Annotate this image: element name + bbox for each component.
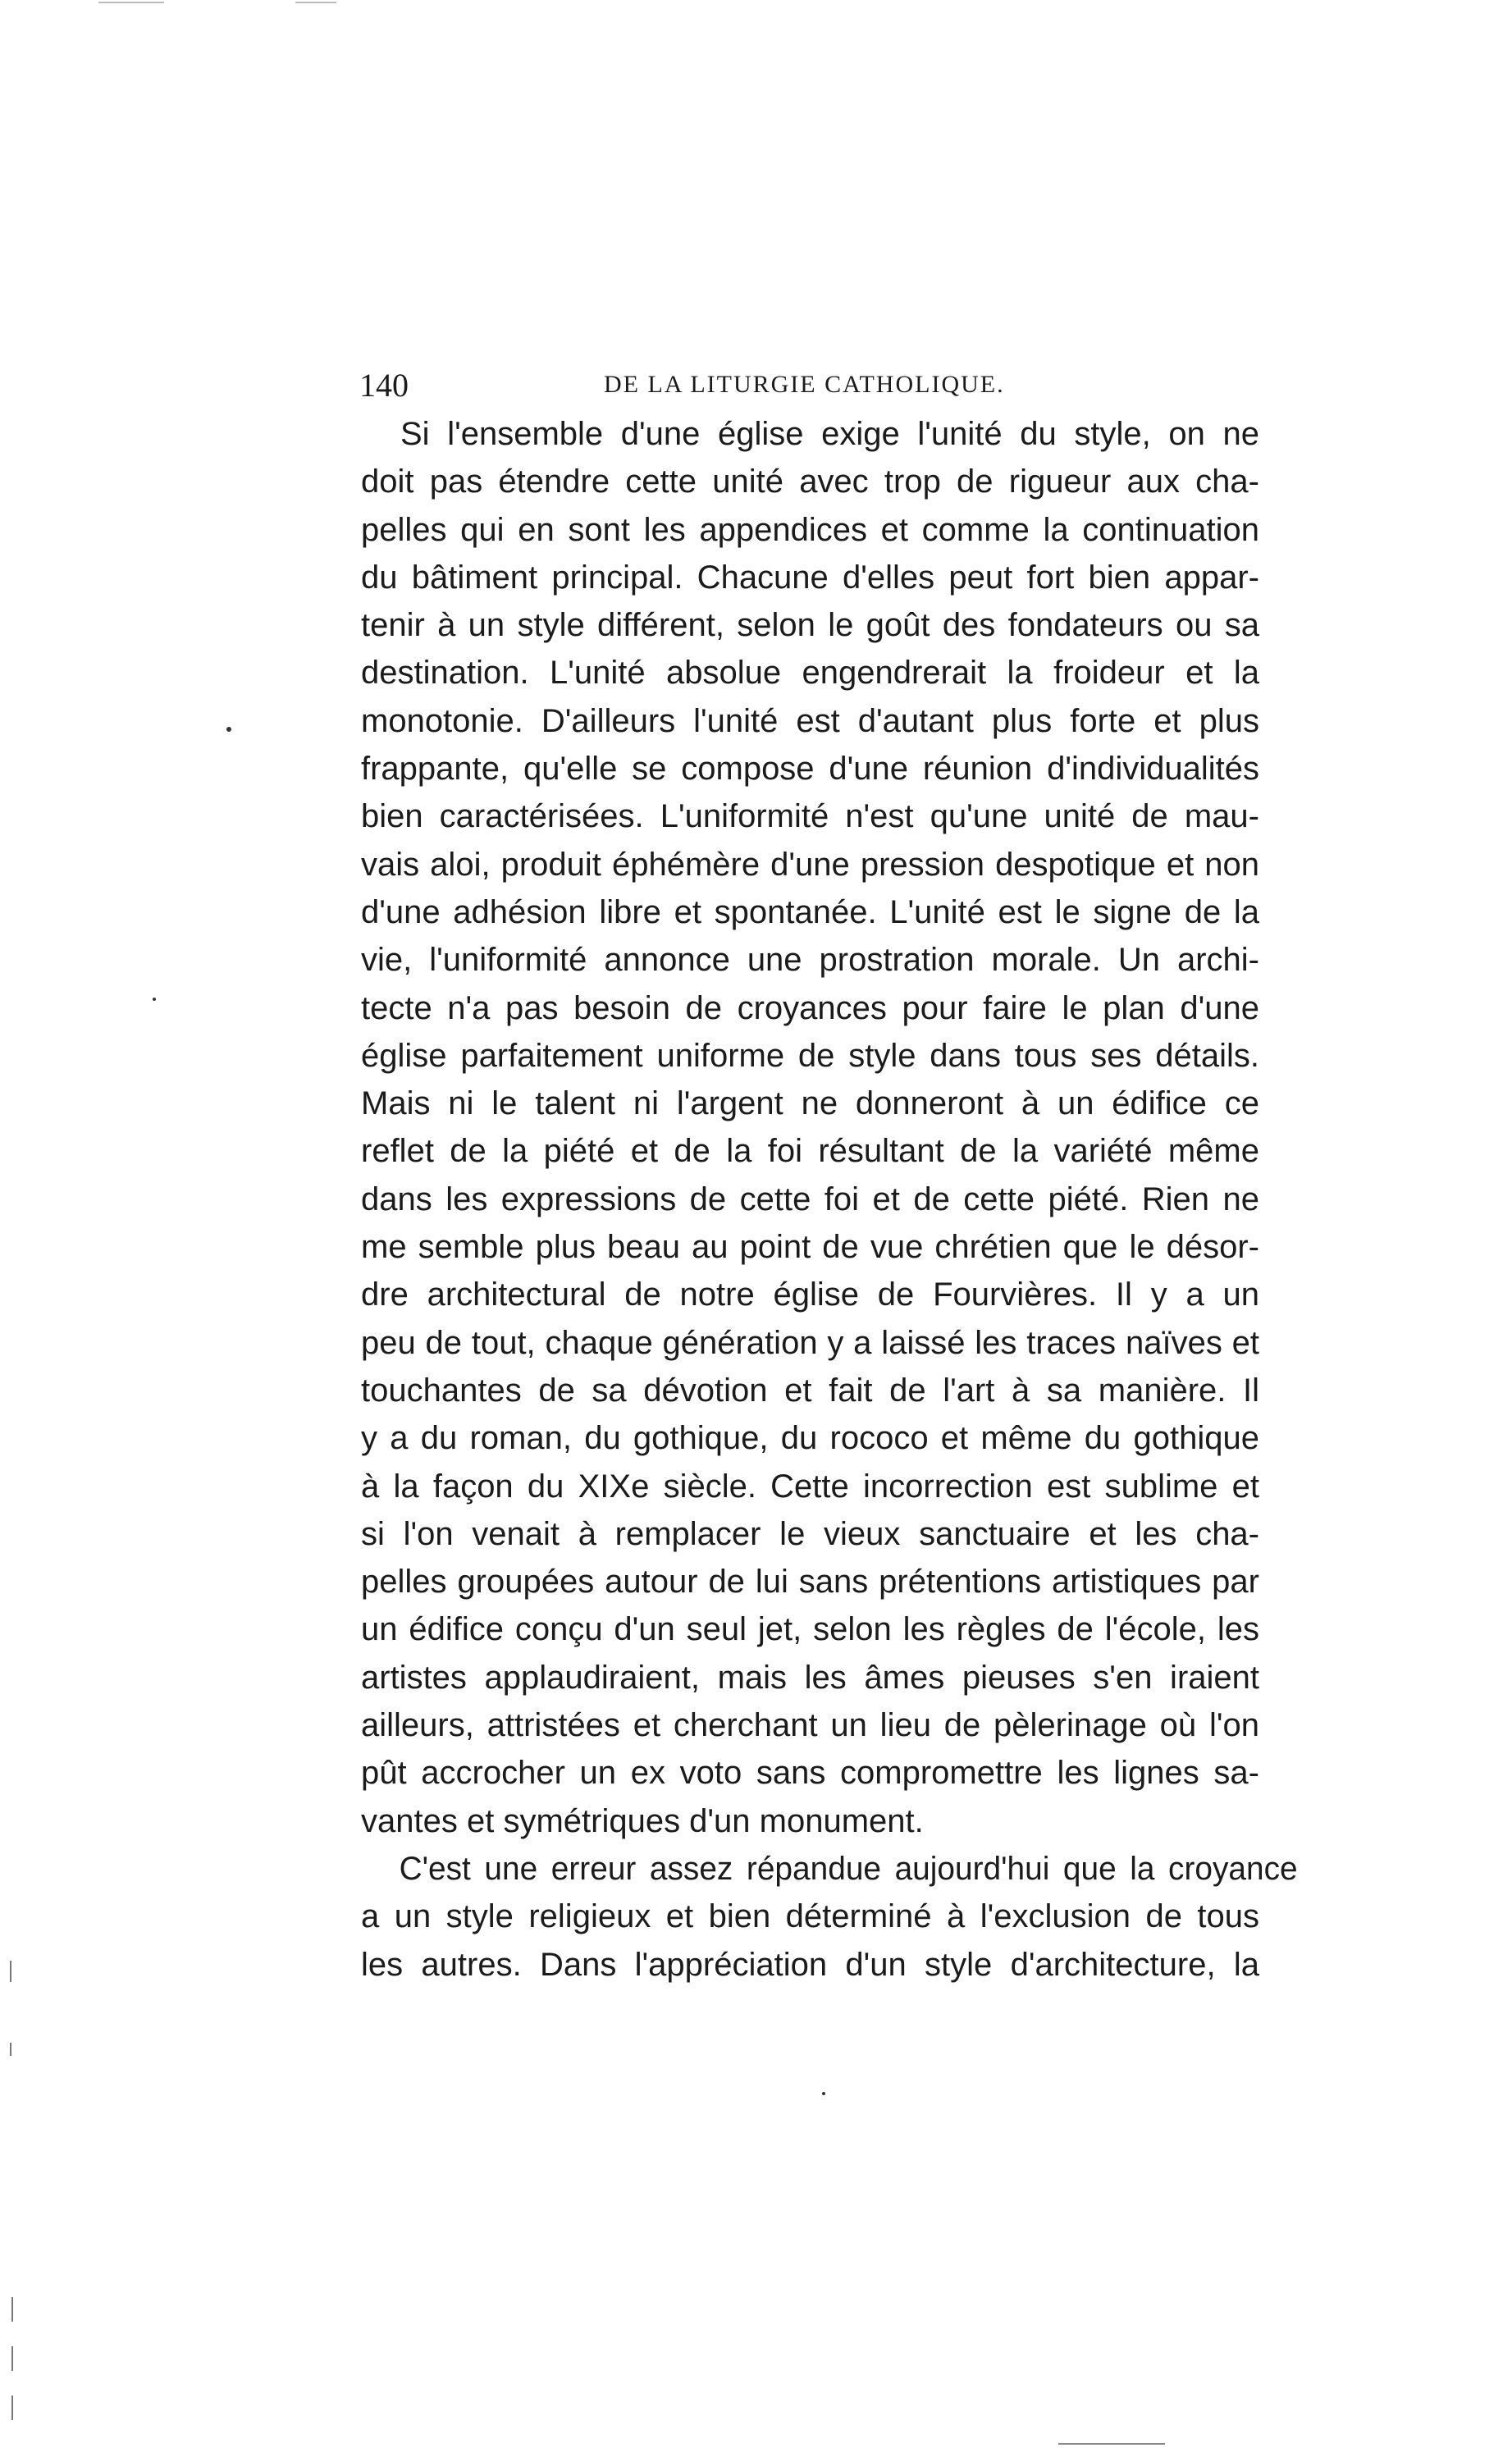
text-line: Mais ni le talent ni l'argent ne donneront à un édifice ce (361, 1085, 1259, 1122)
ink-speck (226, 727, 231, 732)
scan-edge-mark (11, 2395, 13, 2420)
text-line: monotonie. D'ailleurs l'unité est d'autant plus forte et plus (361, 702, 1259, 739)
paragraph-2 (361, 1845, 1298, 1989)
text-line: vais aloi, produit éphémère d'une pression despotique et non (361, 846, 1259, 883)
body-text (361, 410, 1298, 1989)
text-line: peu de tout, chaque génération y a laissé les traces naïves et (361, 1324, 1259, 1361)
scan-edge-mark (10, 1961, 11, 1982)
ink-speck (822, 2092, 825, 2095)
text-line: ailleurs, attristées et cherchant un lieu de pèlerinage où l'on (361, 1707, 1259, 1744)
text-line: à la façon du XIXe siècle. Cette incorrection est sublime et (361, 1468, 1259, 1505)
scan-edge-mark (1058, 2443, 1165, 2445)
page-header (359, 366, 1262, 415)
text-line: me semble plus beau au point de vue chrétien que le désor- (361, 1229, 1259, 1266)
text-line: reflet de la piété et de la foi résultant de la variété même (361, 1133, 1259, 1170)
paragraph-1 (361, 410, 1259, 1845)
text-line: a un style religieux et bien déterminé à l'exclusion de tous (361, 1898, 1259, 1935)
text-line: C'est une erreur assez répandue aujourd'hui que la croyance (399, 1850, 1298, 1887)
text-line: tecte n'a pas besoin de croyances pour faire le plan d'une (361, 989, 1259, 1026)
text-line: pût accrocher un ex voto sans compromettre les lignes sa- (361, 1755, 1259, 1792)
text-line: si l'on venait à remplacer le vieux sanctuaire et les cha- (361, 1515, 1259, 1552)
text-line: doit pas étendre cette unité avec trop de rigueur aux cha- (361, 464, 1259, 500)
text-line: Si l'ensemble d'une église exige l'unité du style, on ne (400, 416, 1259, 452)
text-line: vantes et symétriques d'un monument. (361, 1802, 924, 1839)
page-number: 140 (359, 367, 409, 404)
scan-edge-mark (11, 2297, 13, 2322)
scan-edge-mark (11, 2346, 13, 2371)
scan-edge-mark (295, 2, 336, 3)
text-line: bien caractérisées. L'uniformité n'est qu'une unité de mau- (361, 798, 1259, 835)
text-line: y a du roman, du gothique, du rococo et même du gothique (361, 1420, 1259, 1457)
text-line: pelles qui en sont les appendices et comme la continuation (361, 511, 1259, 548)
text-line: église parfaitement uniforme de style dans tous ses détails. (361, 1037, 1259, 1074)
text-line: dre architectural de notre église de Fourvières. Il y a un (361, 1276, 1259, 1313)
scan-edge-mark (10, 2043, 11, 2056)
text-line: frappante, qu'elle se compose d'une réunion d'individualités (361, 751, 1259, 788)
text-line: tenir à un style différent, selon le goût des fondateurs ou sa (361, 607, 1259, 644)
text-line: un édifice conçu d'un seul jet, selon les règles de l'école, les (361, 1611, 1259, 1648)
text-line: vie, l'uniformité annonce une prostration morale. Un archi- (361, 942, 1259, 979)
text-line: d'une adhésion libre et spontanée. L'unité est le signe de la (361, 893, 1259, 930)
text-line: les autres. Dans l'appréciation d'un style d'architecture, la (361, 1946, 1259, 1983)
running-title: DE LA LITURGIE CATHOLIQUE. (604, 371, 1005, 398)
text-line: destination. L'unité absolue engendrerait la froideur et la (361, 655, 1259, 692)
text-line: du bâtiment principal. Chacune d'elles peut fort bien appar- (361, 559, 1259, 596)
text-line: touchantes de sa dévotion et fait de l'art à sa manière. Il (361, 1372, 1259, 1409)
text-line: artistes applaudiraient, mais les âmes pieuses s'en iraient (361, 1659, 1259, 1696)
scan-edge-mark (98, 2, 164, 3)
ink-speck (153, 998, 156, 1001)
text-line: pelles groupées autour de lui sans prétentions artistiques par (361, 1564, 1259, 1601)
text-line: dans les expressions de cette foi et de cette piété. Rien ne (361, 1181, 1259, 1217)
